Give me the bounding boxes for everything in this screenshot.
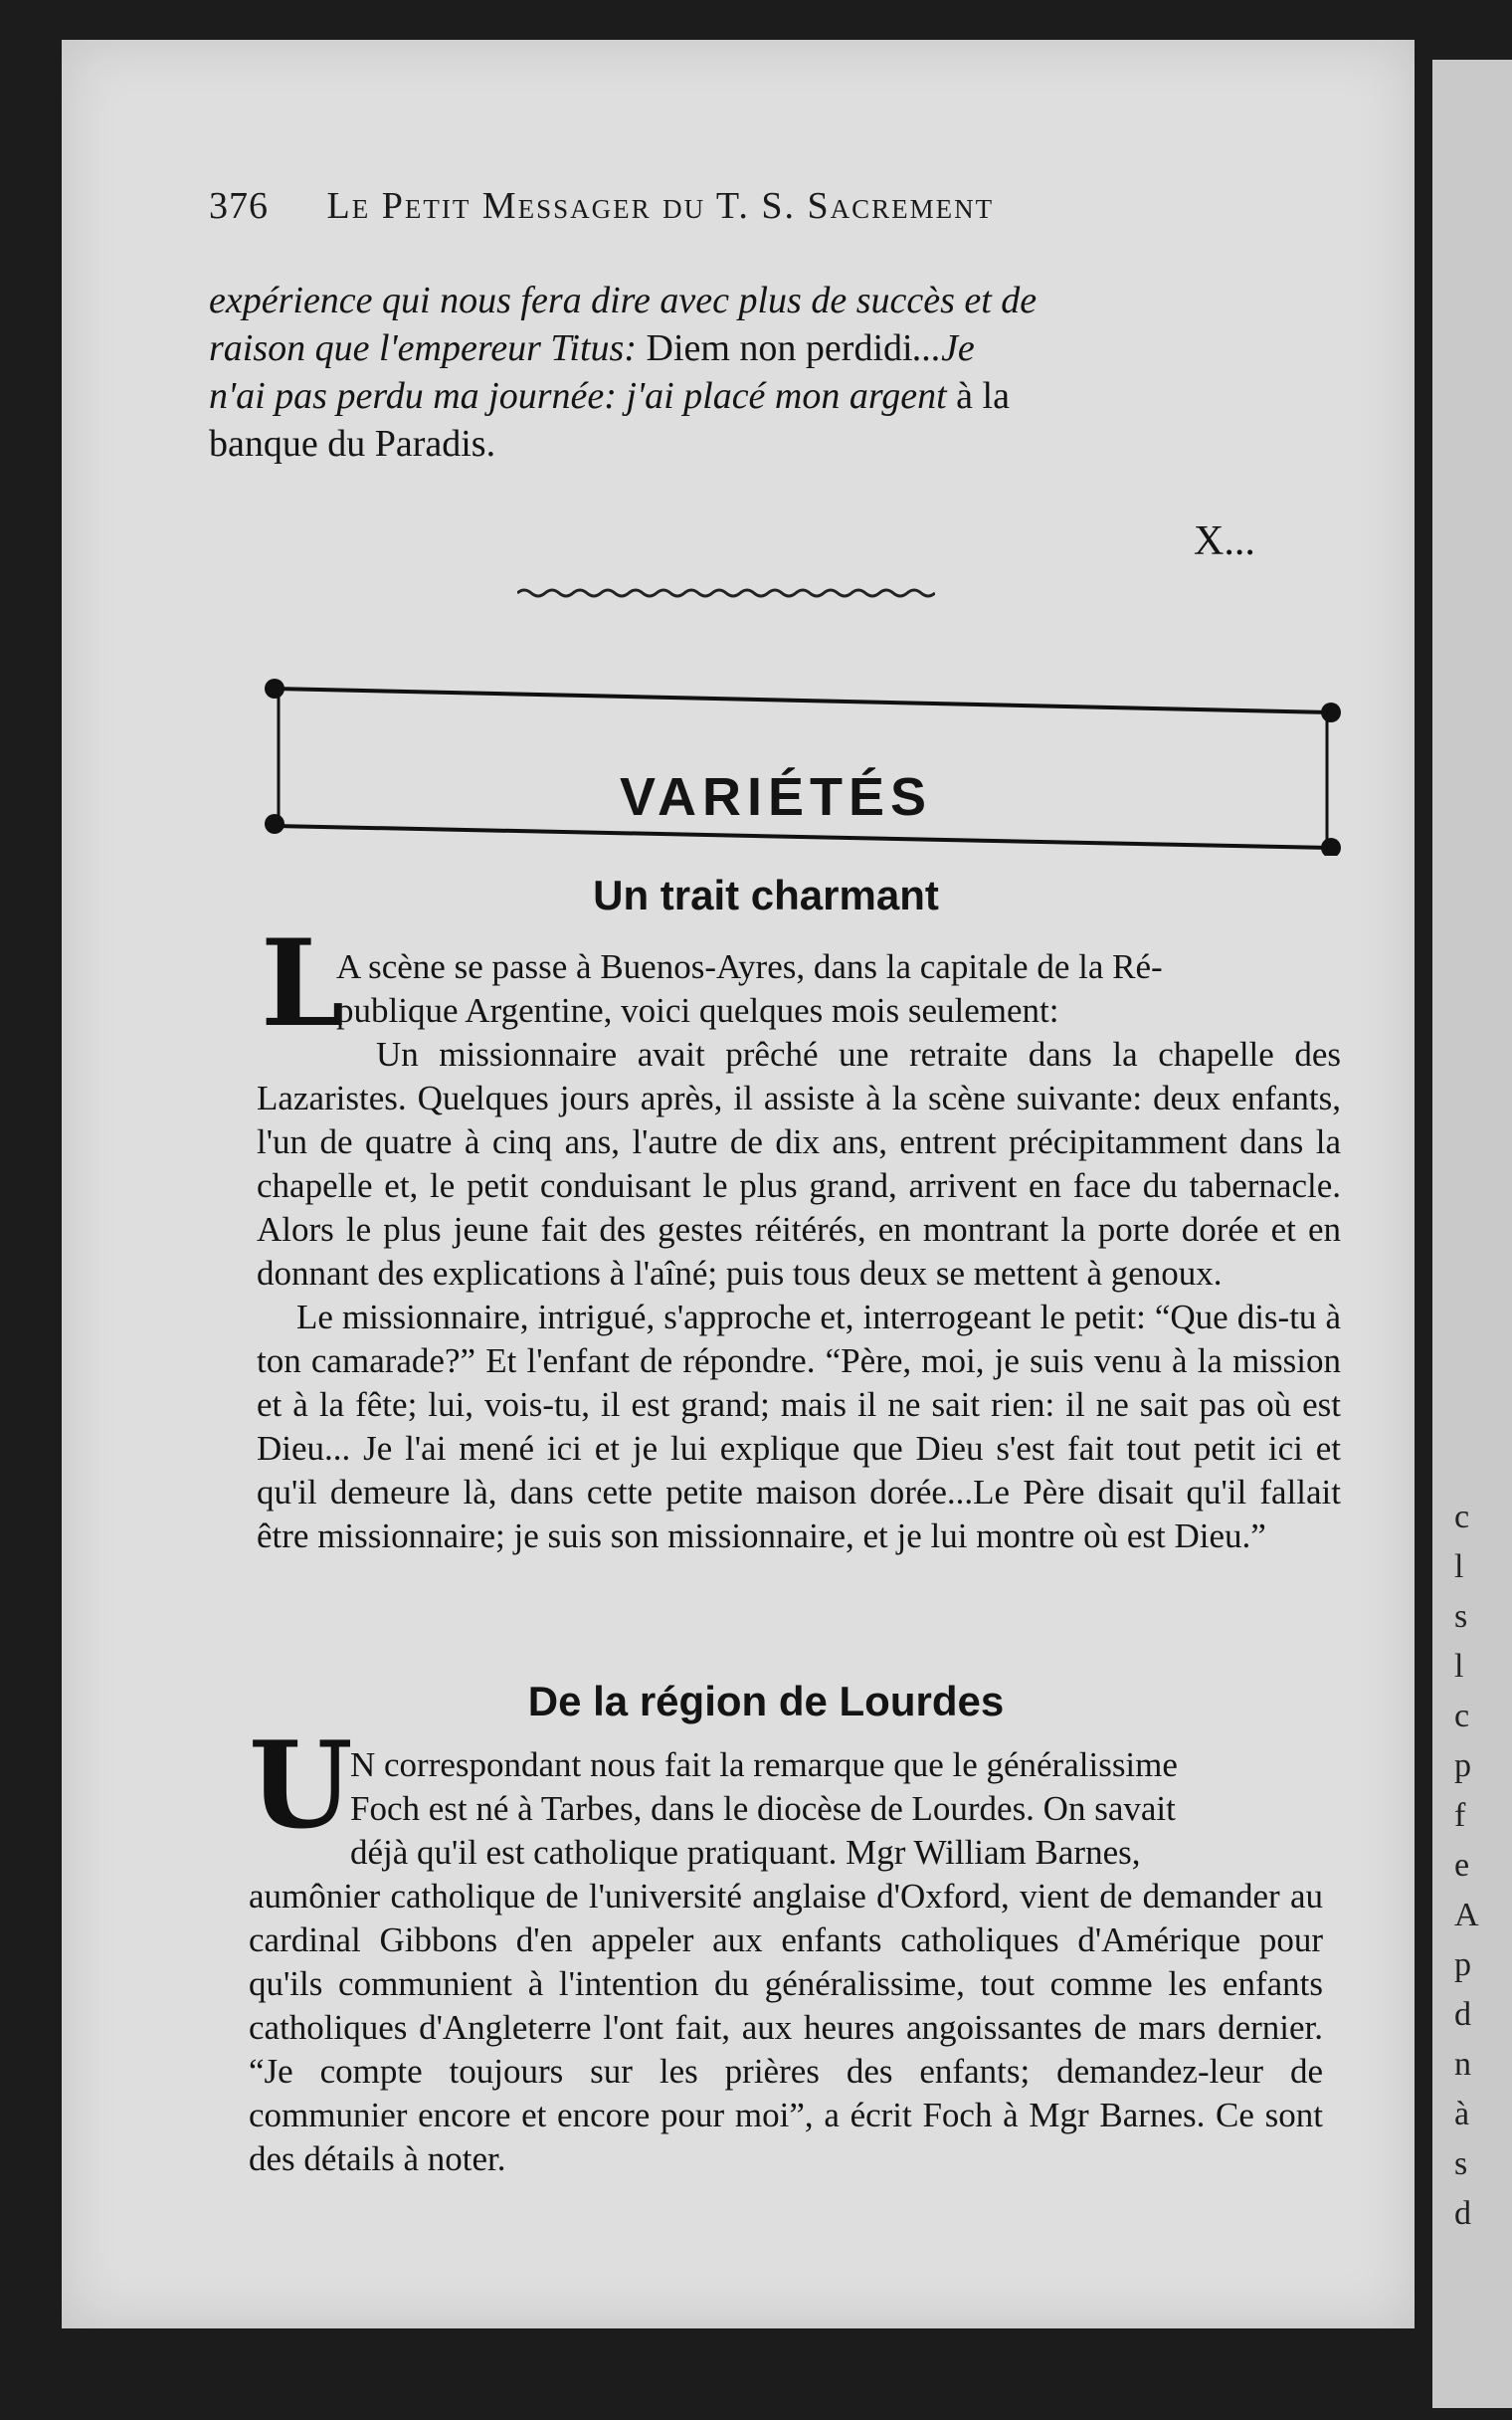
adjacent-page-letter: d <box>1454 2195 1471 2232</box>
adjacent-page-letter: l <box>1454 1548 1464 1585</box>
section-2-line-2: Foch est né à Tarbes, dans le diocèse de Lourdes. On savait <box>350 1789 1176 1828</box>
adjacent-page-letter: n <box>1454 2046 1471 2083</box>
intro-line-4: banque du Paradis. <box>209 423 496 465</box>
section-2-line-3: déjà qu'il est catholique pratiquant. Mgr William Barnes, <box>350 1833 1141 1872</box>
intro-line-2-tail: ...Je <box>912 327 975 369</box>
adjacent-page-letter: c <box>1454 1499 1470 1535</box>
section-1-opening <box>257 945 1341 1033</box>
adjacent-page-letter: A <box>1454 1897 1479 1933</box>
section-1-p2-text: Un missionnaire avait prêché une retraite dans la chapelle des Lazaristes. Quelques jours après, il assiste à la scène suivante: deux enfants, l'un de quatre à cinq ans, l'autre de dix ans, entrent précipitamment dans la chapelle et, le petit conduisant le plus grand, arrivent en face du tabernacle. Alors le plus jeune fait des gestes réitérés, en montrant la porte dorée et en donnant des explications à l'aîné; puis tous deux se mettent à genoux. <box>257 1035 1341 1293</box>
intro-paragraph <box>209 277 1353 468</box>
adjacent-page-letter: l <box>1454 1648 1464 1685</box>
page-number: 376 <box>209 185 269 227</box>
signature: X... <box>1194 518 1255 564</box>
adjacent-page-edge <box>1432 60 1512 2408</box>
adjacent-page-letter: e <box>1454 1847 1470 1884</box>
section-2-title: De la région de Lourdes <box>527 1678 1005 1724</box>
section-2-opening <box>249 1743 1323 1875</box>
section-1-line-2: publique Argentine, voici quelques mois seulement: <box>336 991 1059 1030</box>
decorative-wavy-rule <box>517 585 935 601</box>
adjacent-page-letter: c <box>1454 1698 1470 1734</box>
intro-line-2-italic: raison que l'empereur Titus: <box>209 327 637 369</box>
adjacent-page-letter: p <box>1454 1747 1471 1784</box>
dropcap-l: L <box>261 913 345 1054</box>
section-2-paragraph-rest: aumônier catholique de l'université anglaise d'Oxford, vient de demander au cardinal Gibbons d'en appeler aux enfants catholiques d'Amérique pour qu'ils communient à l'intention du généralissime, tout comme les enfants catholiques d'Angleterre l'ont fait, aux heures angoissantes de mars dernier. “Je compte toujours sur les prières des enfants; demandez-leur de communier encore et encore pour moi”, a écrit Foch à Mgr Barnes. Ce sont des détails à noter. <box>249 1877 1323 2178</box>
section-2-line-1: N correspondant nous fait la remarque que le généralissime <box>350 1745 1178 1784</box>
intro-line-3-roman: à la <box>956 375 1010 417</box>
adjacent-page-fragments <box>1454 1493 1504 2239</box>
section-2-body <box>249 1743 1323 2181</box>
section-1-paragraph-2 <box>257 1033 1341 1296</box>
intro-line-3-italic: n'ai pas perdu ma journée: j'ai placé mon argent <box>209 375 947 417</box>
intro-line-1: expérience qui nous fera dire avec plus de succès et de <box>209 280 1038 321</box>
adjacent-page-letter: f <box>1454 1797 1466 1834</box>
adjacent-page-letter: s <box>1454 2145 1468 2182</box>
adjacent-page-letter: p <box>1454 1946 1471 1983</box>
section-1-line-1: A scène se passe à Buenos-Ayres, dans la capitale de la Ré- <box>336 947 1163 986</box>
dropcap-u: U <box>249 1715 353 1856</box>
section-1-title: Un trait charmant <box>593 872 939 918</box>
section-1-paragraph-3: Le missionnaire, intrigué, s'approche et, interrogeant le petit: “Que dis-tu à ton camarade?” Et l'enfant de répondre. “Père, moi, je suis venu à la mission et à la fête; lui, vois-tu, il est grand; mais il ne sait rien: il ne sait pas où est Dieu... Je l'ai mené ici et je lui explique que Dieu s'est fait tout petit ici et qu'il demeure là, dans cette petite maison dorée...Le Père disait qu'il fallait être missionnaire; je suis son missionnaire, et je lui montre où est Dieu.” <box>257 1298 1341 1555</box>
section-1-body <box>257 945 1341 1558</box>
adjacent-page-letter: à <box>1454 2096 1470 2132</box>
adjacent-page-letter: d <box>1454 1996 1471 2033</box>
adjacent-page-letter: s <box>1454 1598 1468 1635</box>
box-title: VARIÉTÉS <box>619 767 933 827</box>
running-title: Le Petit Messager du T. S. Sacrement <box>326 185 995 227</box>
intro-line-2-latin: Diem non perdidi <box>646 327 913 369</box>
page-header <box>209 184 1214 228</box>
